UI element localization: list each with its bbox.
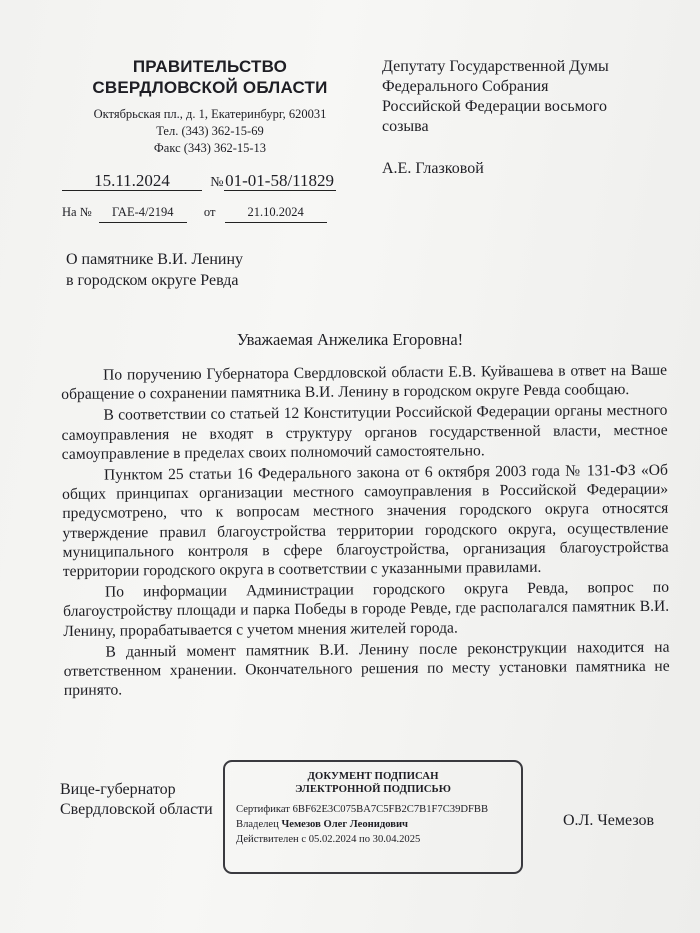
signer-title-line2: Свердловской области: [60, 801, 213, 818]
addressee-line2: Федерального Собрания: [382, 78, 549, 95]
addressee-block: [382, 57, 682, 179]
electronic-signature-stamp: [223, 760, 523, 874]
reference-line: [62, 203, 327, 223]
reference-date: 21.10.2024: [225, 203, 327, 223]
stamp-title-line1: ДОКУМЕНТ ПОДПИСАН: [307, 770, 439, 782]
sender-block: [60, 56, 360, 157]
org-name-line1: ПРАВИТЕЛЬСТВО: [132, 57, 288, 76]
addressee-name: А.Е. Глазковой: [382, 160, 484, 177]
certificate-label: Сертификат: [236, 804, 290, 815]
reference-from: от: [203, 205, 216, 219]
reference-number: ГАЕ-4/2194: [99, 203, 187, 223]
subject-block: [66, 249, 243, 291]
body-paragraph: В соответствии со статьей 12 Конституции Российской Федерации органы местного самоуправления не входят в структуру органов государственной власти, местное самоуправление в пределах своих полномочий самостоятельно.: [61, 402, 668, 463]
stamp-validity: Действителен с 05.02.2024 по 30.04.2025: [236, 834, 421, 845]
stamp-title-line2: ЭЛЕКТРОННОЙ ПОДПИСЬЮ: [295, 783, 451, 795]
stamp-details: [236, 802, 521, 847]
signer-title-line1: Вице-губернатор: [60, 781, 176, 798]
owner-value: Чемезов Олег Леонидович: [281, 819, 409, 830]
body-paragraph: В данный момент памятник В.И. Ленину после реконструкции находится на ответственном хранении. Окончательного решения по месту установки памятника не принято.: [63, 638, 670, 700]
signer-title: [60, 780, 213, 820]
stamp-owner: [236, 817, 521, 832]
letter-body: [61, 361, 670, 703]
addressee-line1: Депутату Государственной Думы: [382, 58, 609, 75]
registration-number: 01-01-58/11829: [225, 171, 335, 190]
stamp-title: [225, 770, 521, 796]
body-paragraph: По информации Администрации городского округа Ревда, вопрос по благоустройству площади и парка Победы в городе Ревде, где располагался памятник В.И. Ленину, прорабатывается с учетом мнения жителей города.: [63, 578, 670, 640]
addressee-line4: созыва: [382, 118, 429, 135]
signer-name: О.Л. Чемезов: [563, 812, 655, 829]
number-sign: №: [210, 175, 224, 190]
addressee-line3: Российской Федерации восьмого: [382, 98, 607, 115]
body-paragraph: По поручению Губернатора Свердловской области Е.В. Куйвашева в ответ на Ваше обращение о сохранении памятника В.И. Ленину в городском округе Ревда сообщаю.: [61, 361, 668, 404]
reference-prefix: На №: [62, 205, 92, 219]
org-phone: Тел. (343) 362-15-69: [156, 124, 264, 138]
subject-line2: в городском округе Ревда: [66, 272, 239, 289]
org-fax: Факс (343) 362-15-13: [153, 141, 267, 155]
body-paragraph: Пунктом 25 статьи 16 Федерального закона от 6 октября 2003 года № 131-ФЗ «Об общих принципах организации местного самоуправления в Российской Федерации» предусмотрено, что к вопросам местного значения городского округа относятся утверждение правил благоустройства территории городского округа, осуществление муниципального контроля в сфере благоустройства, организация благоустройства территории городского округа в соответствии с указанными правилами.: [62, 461, 669, 581]
stamp-certificate: [236, 802, 521, 817]
greeting: Уважаемая Анжелика Егоровна!: [236, 330, 464, 349]
org-name-line2: СВЕРДЛОВСКОЙ ОБЛАСТИ: [92, 78, 328, 97]
certificate-value: 6BF62E3C075BA7C5FB2C7B1F7C39DFBB: [292, 804, 489, 815]
owner-label: Владелец: [236, 819, 279, 830]
registration-line: [62, 171, 336, 191]
org-address: Октябрьская пл., д. 1, Екатеринбург, 620031: [93, 107, 327, 121]
subject-line1: О памятнике В.И. Ленину: [66, 251, 244, 268]
registration-date: 15.11.2024: [62, 171, 202, 191]
